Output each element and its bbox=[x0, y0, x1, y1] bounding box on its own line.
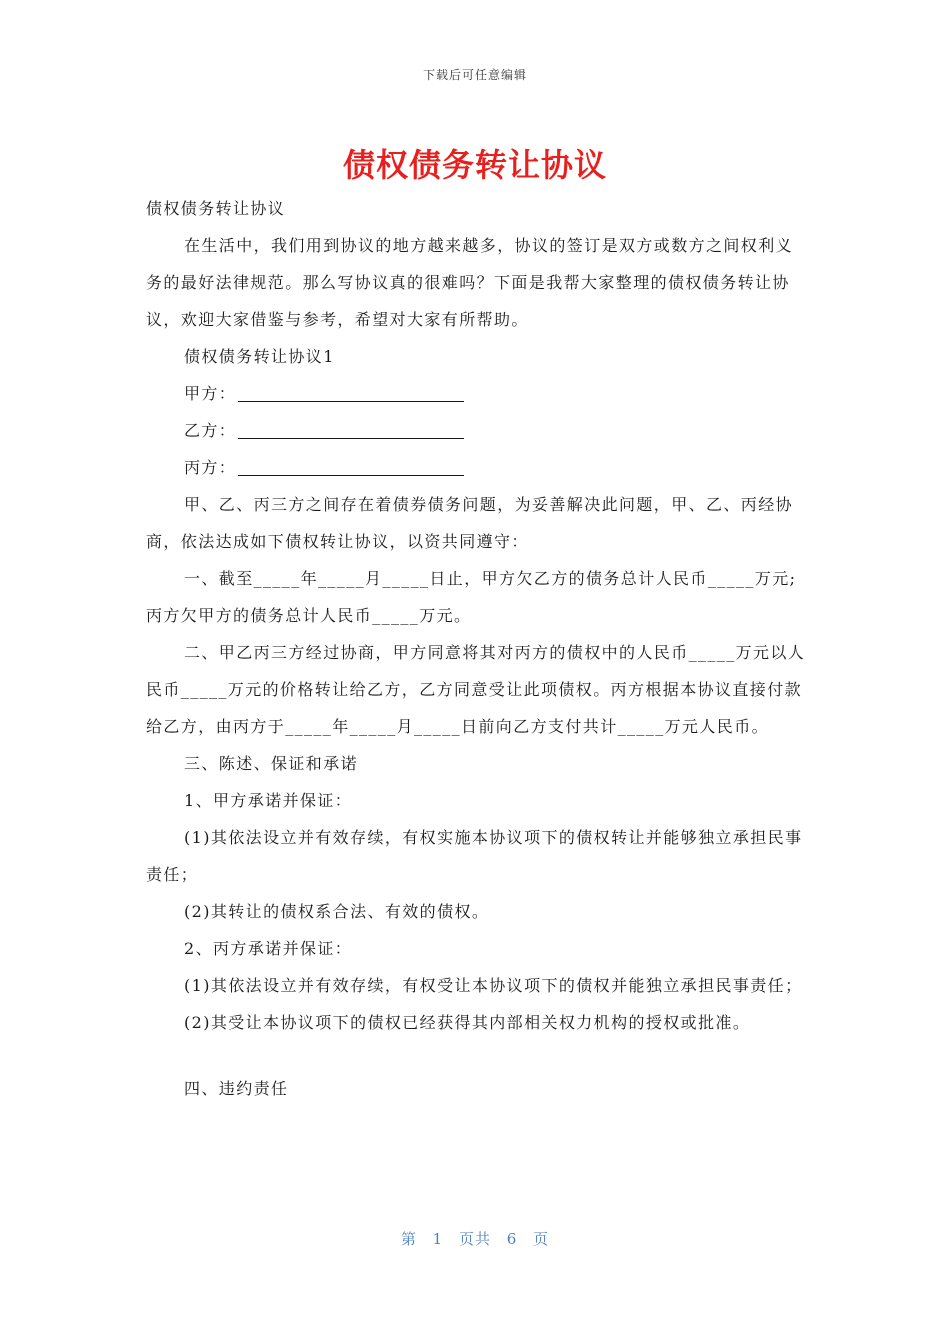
clause-3-heading: 三、陈述、保证和承诺 bbox=[184, 754, 359, 773]
clause-3-2-b: (2)其受让本协议项下的债权已经获得其内部相关权力机构的授权或批准。 bbox=[184, 1013, 751, 1032]
paragraph-agreement-heading: 债权债务转让协议1 bbox=[184, 347, 335, 366]
clause-4-heading: 四、违约责任 bbox=[184, 1079, 289, 1098]
paragraph-gap bbox=[146, 1041, 806, 1070]
clause-1: 一、截至_____年_____月_____日止，甲方欠乙方的债务总计人民币_____万元;丙方欠甲方的债务总计人民币_____万元。 bbox=[146, 569, 797, 625]
document-body bbox=[146, 190, 806, 1107]
party-a-label: 甲方： bbox=[184, 384, 237, 403]
clause-3-2: 2、丙方承诺并保证： bbox=[184, 939, 353, 958]
party-b-line bbox=[146, 412, 806, 449]
footer-total-pages: 6 bbox=[506, 1230, 518, 1248]
party-a-line bbox=[146, 375, 806, 412]
page-footer bbox=[0, 1228, 950, 1249]
paragraph-preamble: 甲、乙、丙三方之间存在着债券债务问题，为妥善解决此问题，甲、乙、丙经协商，依法达成如下债权转让协议，以资共同遵守： bbox=[146, 495, 794, 551]
party-b-blank bbox=[238, 422, 464, 439]
footer-mid: 页共 bbox=[458, 1230, 491, 1248]
paragraph-intro: 在生活中，我们用到协议的地方越来越多，协议的签订是双方或数方之间权利义务的最好法律规范。那么写协议真的很难吗？下面是我帮大家整理的债权债务转让协议，欢迎大家借鉴与参考，希望对大家有所帮助。 bbox=[146, 236, 794, 329]
party-b-label: 乙方： bbox=[184, 421, 237, 440]
clause-3-1-a: (1)其依法设立并有效存续，有权实施本协议项下的债权转让并能够独立承担民事责任； bbox=[146, 828, 803, 884]
footer-current-page: 1 bbox=[432, 1230, 444, 1248]
party-a-blank bbox=[238, 385, 464, 402]
party-c-line bbox=[146, 449, 806, 486]
clause-3-1: 1、甲方承诺并保证： bbox=[184, 791, 353, 810]
paragraph-subtitle: 债权债务转让协议 bbox=[146, 199, 286, 218]
party-c-label: 丙方： bbox=[184, 458, 237, 477]
clause-2: 二、甲乙丙三方经过协商，甲方同意将其对丙方的债权中的人民币_____万元以人民币_____万元的价格转让给乙方，乙方同意受让此项债权。丙方根据本协议直接付款给乙方，由丙方于_____年_____月_____日前向乙方支付共计_____万元人民币。 bbox=[146, 643, 806, 736]
clause-3-2-a: (1)其依法设立并有效存续，有权受让本协议项下的债权并能独立承担民事责任； bbox=[184, 976, 803, 995]
footer-suffix: 页 bbox=[533, 1230, 550, 1248]
footer-prefix: 第 bbox=[400, 1230, 417, 1248]
header-note: 下载后可任意编辑 bbox=[422, 68, 527, 82]
party-c-blank bbox=[238, 459, 464, 476]
clause-3-1-b: (2)其转让的债权系合法、有效的债权。 bbox=[184, 902, 490, 921]
document-title: 债权债务转让协议 bbox=[342, 146, 607, 184]
